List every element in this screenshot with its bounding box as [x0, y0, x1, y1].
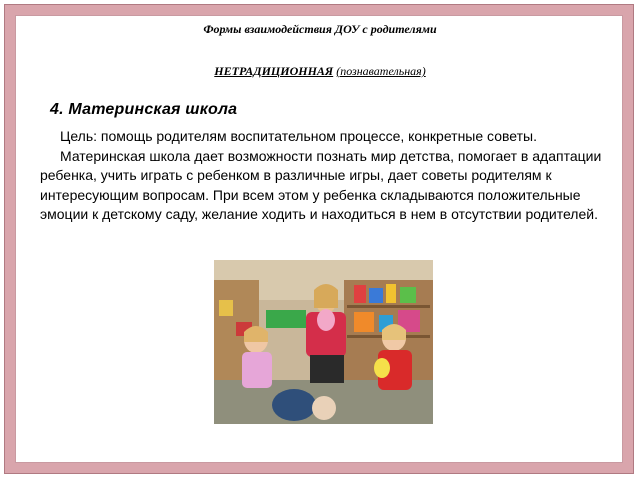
classroom-photo — [214, 260, 433, 424]
section-heading: 4. Материнская школа — [50, 101, 238, 118]
photo-illustration — [214, 260, 433, 424]
subtitle-main: НЕТРАДИЦИОННАЯ — [214, 64, 334, 78]
subtitle-paren: (познавательная) — [336, 64, 426, 78]
slide-subtitle — [0, 64, 640, 79]
slide-title: Формы взаимодействия ДОУ с родителями — [203, 22, 437, 36]
paragraph-description: Материнская школа дает возможности познать мир детства, помогает в адаптации ребенка, учить играть с ребенком в различные игры, дает советы родителям к интересующим вопросам. При всем этом у ребенка складываются положительные эмоции к детскому саду, желание ходить и находиться в нем в отсутствии родителей. — [40, 147, 602, 222]
paragraph-goal: Цель: помощь родителям воспитательном процессе, конкретные советы. — [60, 128, 537, 144]
body-text — [40, 127, 605, 225]
